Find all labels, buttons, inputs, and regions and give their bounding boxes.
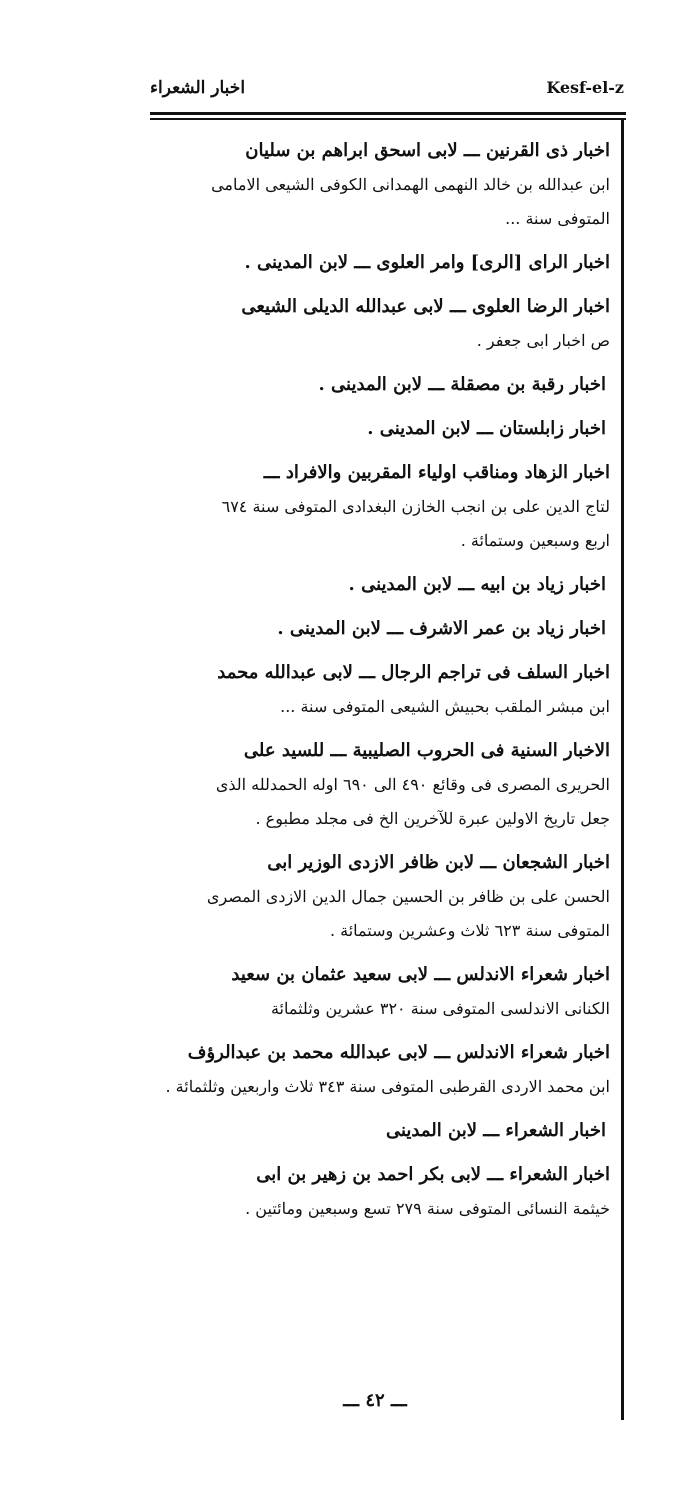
- entry-detail-line: ابن مبشر الملقب بحبيش الشيعى المتوفى سنة ...: [280, 697, 610, 716]
- margin-rule: [621, 120, 624, 1420]
- entry-detail-line: لتاج الدين على بن انجب الخازن البغدادى المتوفى سنة ٦٧٤: [221, 497, 610, 516]
- bibliography-entry: [150, 612, 610, 646]
- entry-title-line: اخبار شعراء الاندلس ـــ لابى سعيد عثمان بن سعيد: [231, 964, 610, 985]
- entry-detail-line: جعل تاريخ الاولين عبرة للآخرين الخ فى مجلد مطبوع .: [255, 809, 610, 828]
- entry-detail-line: خيثمة النسائى المتوفى سنة ٢٧٩ تسع وسبعين ومائتين .: [245, 1199, 610, 1218]
- bibliography-entry: [150, 734, 610, 836]
- bibliography-entry: [150, 412, 610, 446]
- page-header: [150, 78, 624, 104]
- bibliography-entry: [150, 846, 610, 948]
- entry-detail-line: ابن عبدالله بن خالد النهمى الهمدانى الكوفى الشيعى الامامى: [211, 175, 610, 194]
- entry-title-line: اخبار الشعراء ـــ لابى بكر احمد بن زهير بن ابى: [256, 1164, 610, 1185]
- bibliography-entry: [150, 290, 610, 358]
- entry-title-line: اخبار الشجعان ـــ لابن ظافر الازدى الوزير ابى: [267, 852, 610, 873]
- header-rule-thick: [150, 112, 626, 115]
- entry-title-line: اخبار شعراء الاندلس ـــ لابى عبدالله محمد بن عبدالرؤف: [187, 1042, 610, 1063]
- bibliography-entry: [150, 246, 610, 280]
- entry-title-line: اخبار الراى [الرى] وامر العلوى ـــ لابن المدينى .: [244, 252, 610, 273]
- entry-title-line: اخبار الزهاد ومناقب اولياء المقربين والافراد ـــ: [263, 462, 610, 483]
- entry-detail-line: ابن محمد الاردى القرطبى المتوفى سنة ٣٤٣ ثلاث واربعين وثلثمائة .: [165, 1077, 610, 1096]
- entry-title-line: اخبار زابلستان ـــ لابن المدينى .: [367, 418, 606, 439]
- entry-title-line: اخبار السلف فى تراجم الرجال ـــ لابى عبدالله محمد: [217, 662, 610, 683]
- bibliography-entry: [150, 368, 610, 402]
- entry-detail-line: الحريرى المصرى فى وقائع ٤٩٠ الى ٦٩٠ اوله الحمدلله الذى: [215, 775, 610, 794]
- entry-detail-line: المتوفى سنة ٦٢٣ ثلاث وعشرين وستمائة .: [329, 921, 610, 940]
- catalog-title: Kesf-el-z: [546, 78, 624, 97]
- entry-title-line: اخبار الرضا العلوى ـــ لابى عبدالله الديلى الشيعى: [241, 296, 610, 317]
- entry-title-line: اخبار زياد بن ابيه ـــ لابن المدينى .: [348, 574, 606, 595]
- bibliography-entry: [150, 1114, 610, 1148]
- entry-title-line: الاخبار السنية فى الحروب الصليبية ـــ للسيد على: [243, 740, 610, 761]
- entry-title-line: اخبار ذى القرنين ـــ لابى اسحق ابراهم بن سليان: [245, 140, 610, 161]
- entry-title-line: اخبار زياد بن عمر الاشرف ـــ لابن المدينى .: [277, 618, 606, 639]
- bibliography-entry: [150, 1036, 610, 1104]
- entry-title-line: اخبار الشعراء ـــ لابن المدينى: [385, 1120, 606, 1141]
- entry-detail-line: الحسن على بن ظافر بن الحسين جمال الدين الازدى المصرى: [206, 887, 610, 906]
- bibliography-entry: [150, 456, 610, 558]
- bibliography-entry: [150, 568, 610, 602]
- bibliography-entry: [150, 1158, 610, 1226]
- entry-detail-line: الكنانى الاندلسى المتوفى سنة ٣٢٠ عشرين وثلثمائة: [270, 999, 610, 1018]
- entry-title-line: اخبار رقبة بن مصقلة ـــ لابن المدينى .: [318, 374, 606, 395]
- bibliography-entry: [150, 656, 610, 724]
- page-number: ـــ ٤٢ ـــ: [343, 1390, 407, 1411]
- entries-list: [150, 134, 610, 1236]
- header-rule-thin: [150, 118, 626, 120]
- bibliography-entry: [150, 958, 610, 1026]
- entry-detail-line: المتوفى سنة ...: [505, 209, 610, 228]
- running-title: اخبار الشعراء: [150, 78, 246, 98]
- bibliography-entry: [150, 134, 610, 236]
- entry-detail-line: ص اخبار ابى جعفر .: [476, 331, 610, 350]
- entry-detail-line: اربع وسبعين وستمائة .: [460, 531, 610, 550]
